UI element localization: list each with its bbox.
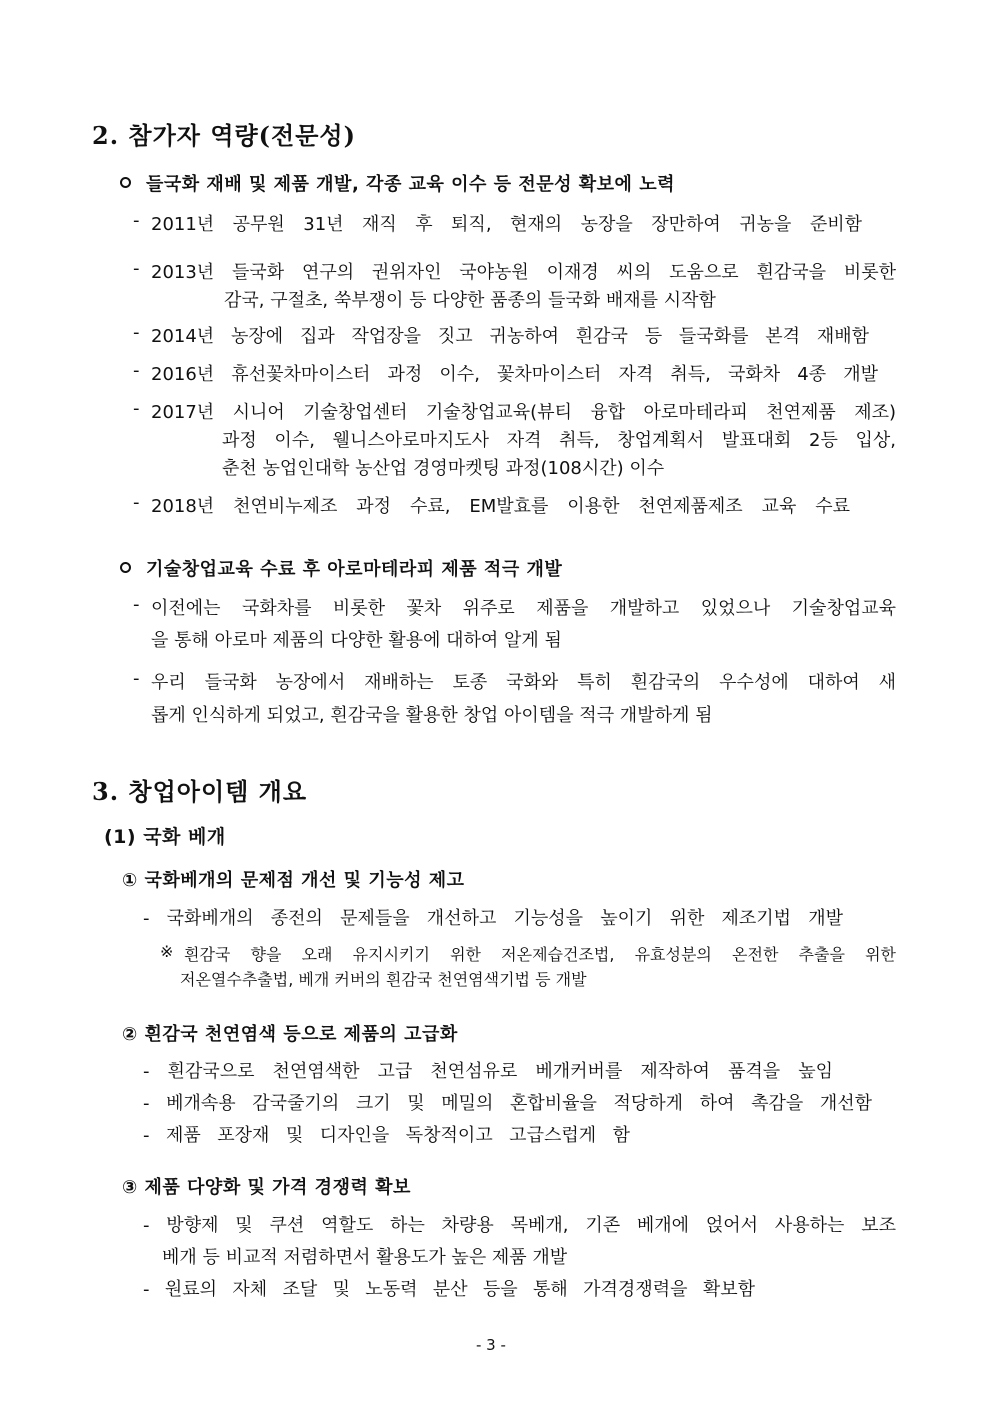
point-2-item: - 흰감국으로 천연염색한 고급 천연섬유로 베개커버를 제작하여 품격을 높임 xyxy=(143,1061,833,1082)
list-dash: - xyxy=(133,258,140,279)
point-3-item-continuation: 베개 등 비교적 저렴하면서 활용도가 높은 제품 개발 xyxy=(162,1247,568,1268)
point-3-heading: ③ 제품 다양화 및 가격 경쟁력 확보 xyxy=(122,1177,411,1198)
note-mark: ※ xyxy=(160,942,174,961)
list-dash: - xyxy=(133,492,140,513)
list-item: 우리 들국화 농장에서 재배하는 토종 국화와 특히 흰감국의 우수성에 대하여 새 xyxy=(151,672,896,693)
list-item-continuation: 감국, 구절초, 쑥부쟁이 등 다양한 품종의 들국화 배재를 시작함 xyxy=(224,290,716,311)
list-dash: - xyxy=(133,594,140,615)
point-2-item: - 베개속용 감국줄기의 크기 및 메밀의 혼합비율을 적당하게 하여 촉감을 개선함 xyxy=(143,1093,872,1114)
list-item: 2013년 들국화 연구의 권위자인 국야농원 이재경 씨의 도움으로 흰감국을 비롯한 xyxy=(151,262,896,283)
point-3-item: - 원료의 자체 조달 및 노동력 분산 등을 통해 가격경쟁력을 확보함 xyxy=(143,1279,755,1300)
list-dash: - xyxy=(133,322,140,343)
section-2-title: 2. 참가자 역량(전문성) xyxy=(92,121,356,150)
list-item-continuation: 과정 이수, 웰니스아로마지도사 자격 취득, 창업계획서 발표대회 2등 입상, xyxy=(222,430,896,451)
point-1-item: - 국화베개의 종전의 문제들을 개선하고 기능성을 높이기 위한 제조기법 개발 xyxy=(143,908,843,929)
section-2-group-2-heading: 기술창업교육 수료 후 아로마테라피 제품 적극 개발 xyxy=(146,559,563,580)
point-1-heading: ① 국화베개의 문제점 개선 및 기능성 제고 xyxy=(122,870,465,891)
subsection-1-title: (1) 국화 베개 xyxy=(104,826,226,848)
list-item: 2017년 시니어 기술창업센터 기술창업교육(뷰티 융합 아로마테라피 천연제품 제조) xyxy=(151,402,896,423)
list-dash: - xyxy=(133,398,140,419)
note-line: 흰감국 향을 오래 유지시키기 위한 저온제습건조법, 유효성분의 온전한 추출을 위한 xyxy=(184,945,896,964)
list-item: 2016년 휴선꽃차마이스터 과정 이수, 꽃차마이스터 자격 취득, 국화차 4종 개발 xyxy=(151,364,878,385)
list-dash: - xyxy=(133,360,140,381)
list-item-continuation: 을 통해 아로마 제품의 다양한 활용에 대하여 알게 됨 xyxy=(151,630,562,651)
point-2-heading: ② 흰감국 천연염색 등으로 제품의 고급화 xyxy=(122,1024,458,1045)
list-item: 이전에는 국화차를 비롯한 꽃차 위주로 제품을 개발하고 있었으나 기술창업교육 xyxy=(151,598,896,619)
point-2-item: - 제품 포장재 및 디자인을 독창적이고 고급스럽게 함 xyxy=(143,1125,630,1146)
section-3-title: 3. 창업아이템 개요 xyxy=(92,777,308,806)
page-number: - 3 - xyxy=(476,1336,506,1354)
list-item: 2014년 농장에 집과 작업장을 짓고 귀농하여 흰감국 등 들국화를 본격 재배함 xyxy=(151,326,869,347)
circle-bullet-icon xyxy=(120,177,131,188)
list-item-continuation: 롭게 인식하게 되었고, 흰감국을 활용한 창업 아이템을 적극 개발하게 됨 xyxy=(151,705,713,726)
point-3-item: - 방향제 및 쿠션 역할도 하는 차량용 목베개, 기존 베개에 얹어서 사용하는 보조 xyxy=(143,1215,896,1236)
list-item-continuation: 춘천 농업인대학 농산업 경영마켓팅 과정(108시간) 이수 xyxy=(222,458,665,479)
circle-bullet-icon xyxy=(120,562,131,573)
list-item: 2018년 천연비누제조 과정 수료, EM발효를 이용한 천연제품제조 교육 수료 xyxy=(151,496,850,517)
note-line: 저온열수추출법, 베개 커버의 흰감국 천연염색기법 등 개발 xyxy=(180,970,587,989)
section-2-group-1-heading: 들국화 재배 및 제품 개발, 각종 교육 이수 등 전문성 확보에 노력 xyxy=(146,174,675,195)
list-dash: - xyxy=(133,668,140,689)
list-item: 2011년 공무원 31년 재직 후 퇴직, 현재의 농장을 장만하여 귀농을 준비함 xyxy=(151,214,862,235)
list-dash: - xyxy=(133,210,140,231)
